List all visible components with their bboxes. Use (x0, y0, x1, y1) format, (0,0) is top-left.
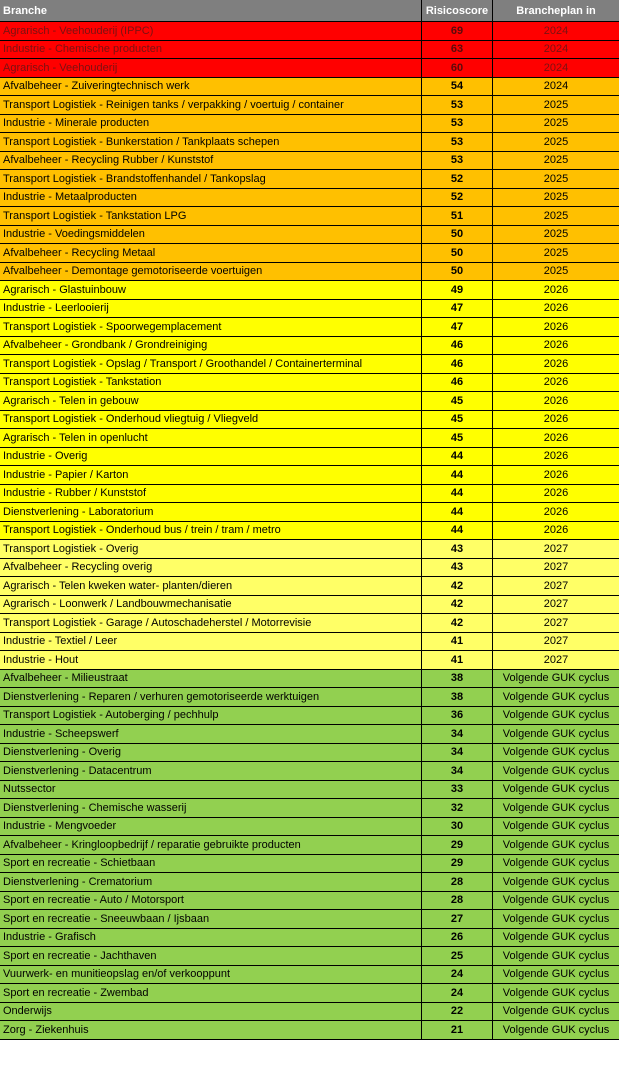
cell-branche[interactable]: Afvalbeheer - Recycling Metaal (0, 244, 422, 262)
cell-risicoscore[interactable]: 42 (422, 614, 493, 632)
cell-branche[interactable]: Dienstverlening - Overig (0, 744, 422, 762)
cell-risicoscore[interactable]: 41 (422, 651, 493, 669)
cell-brancheplan[interactable]: 2027 (543, 579, 569, 592)
cell-risicoscore[interactable]: 54 (422, 78, 493, 96)
table-row (0, 411, 619, 430)
cell-brancheplan[interactable]: 2025 (543, 135, 569, 148)
cell-branche[interactable]: Transport Logistiek - Reinigen tanks / verpakking / voertuig / container (0, 96, 422, 114)
cell-branche[interactable]: Industrie - Scheepswerf (0, 725, 422, 743)
cell-brancheplan[interactable]: 2026 (543, 357, 569, 370)
cell-branche[interactable]: Nutssector (0, 781, 422, 799)
table-row (0, 503, 619, 522)
cell-brancheplan[interactable]: 2027 (543, 561, 569, 574)
table-row (0, 466, 619, 485)
cell-risicoscore[interactable]: 25 (422, 947, 493, 965)
cell-risicoscore[interactable]: 34 (422, 744, 493, 762)
cell-risicoscore[interactable]: 46 (422, 355, 493, 373)
table-row (0, 855, 619, 874)
table-row (0, 818, 619, 837)
cell-branche[interactable]: Afvalbeheer - Recycling Rubber / Kunststof (0, 152, 422, 170)
cell-branche[interactable]: Dienstverlening - Chemische wasserij (0, 799, 422, 817)
header-risicoscore[interactable]: Risicoscore (422, 0, 493, 21)
cell-branche[interactable]: Industrie - Leerlooierij (0, 300, 422, 318)
cell-risicoscore[interactable]: 60 (422, 59, 493, 77)
cell-brancheplan[interactable]: Volgende GUK cyclus (502, 931, 610, 944)
table-row (0, 448, 619, 467)
cell-risicoscore[interactable]: 34 (422, 725, 493, 743)
table-row (0, 78, 619, 97)
cell-risicoscore[interactable]: 43 (422, 559, 493, 577)
cell-branche[interactable]: Afvalbeheer - Milieustraat (0, 670, 422, 688)
cell-brancheplan[interactable]: 2026 (543, 302, 569, 315)
table-row (0, 115, 619, 134)
cell-branche[interactable]: Agrarisch - Veehouderij (0, 59, 422, 77)
cell-risicoscore[interactable]: 38 (422, 670, 493, 688)
table-row (0, 170, 619, 189)
table-row (0, 762, 619, 781)
cell-branche[interactable]: Transport Logistiek - Onderhoud vliegtuig / Vliegveld (0, 411, 422, 429)
cell-brancheplan[interactable]: 2026 (543, 487, 569, 500)
cell-branche[interactable]: Afvalbeheer - Demontage gemotoriseerde voertuigen (0, 263, 422, 281)
cell-branche[interactable]: Onderwijs (0, 1003, 422, 1021)
table-row (0, 984, 619, 1003)
table-row (0, 522, 619, 541)
cell-risicoscore[interactable]: 41 (422, 633, 493, 651)
table-row (0, 540, 619, 559)
cell-brancheplan[interactable]: Volgende GUK cyclus (502, 912, 610, 925)
cell-branche[interactable]: Industrie - Hout (0, 651, 422, 669)
cell-risicoscore[interactable]: 34 (422, 762, 493, 780)
table-row (0, 244, 619, 263)
cell-risicoscore[interactable]: 46 (422, 374, 493, 392)
table-row (0, 263, 619, 282)
cell-brancheplan[interactable]: 2025 (543, 246, 569, 259)
cell-risicoscore[interactable]: 32 (422, 799, 493, 817)
cell-brancheplan[interactable]: 2026 (543, 450, 569, 463)
cell-brancheplan[interactable]: Volgende GUK cyclus (502, 968, 610, 981)
table-row (0, 189, 619, 208)
cell-brancheplan[interactable]: 2026 (543, 394, 569, 407)
cell-risicoscore[interactable]: 24 (422, 984, 493, 1002)
cell-risicoscore[interactable]: 29 (422, 855, 493, 873)
cell-brancheplan[interactable]: Volgende GUK cyclus (502, 949, 610, 962)
cell-risicoscore[interactable]: 46 (422, 337, 493, 355)
cell-branche[interactable]: Transport Logistiek - Onderhoud bus / trein / tram / metro (0, 522, 422, 540)
table-row (0, 651, 619, 670)
table-row (0, 392, 619, 411)
cell-risicoscore[interactable]: 44 (422, 503, 493, 521)
table-row (0, 429, 619, 448)
cell-risicoscore[interactable]: 47 (422, 300, 493, 318)
cell-branche[interactable]: Agrarisch - Telen kweken water- planten/dieren (0, 577, 422, 595)
table-row (0, 781, 619, 800)
table-row (0, 688, 619, 707)
cell-branche[interactable]: Industrie - Chemische producten (0, 41, 422, 59)
cell-branche[interactable]: Afvalbeheer - Kringloopbedrijf / reparatie gebruikte producten (0, 836, 422, 854)
cell-brancheplan[interactable]: 2024 (543, 80, 569, 93)
cell-branche[interactable]: Transport Logistiek - Garage / Autoschadeherstel / Motorrevisie (0, 614, 422, 632)
table-row (0, 947, 619, 966)
cell-brancheplan[interactable]: Volgende GUK cyclus (502, 875, 610, 888)
cell-risicoscore[interactable]: 27 (422, 910, 493, 928)
cell-branche[interactable]: Vuurwerk- en munitieopslag en/of verkooppunt (0, 966, 422, 984)
table-row (0, 59, 619, 78)
table-row (0, 725, 619, 744)
table-row (0, 836, 619, 855)
cell-brancheplan[interactable]: 2025 (543, 209, 569, 222)
cell-brancheplan[interactable]: 2025 (543, 98, 569, 111)
cell-branche[interactable]: Agrarisch - Veehouderij (IPPC) (0, 22, 422, 40)
cell-brancheplan[interactable]: 2026 (543, 320, 569, 333)
cell-brancheplan[interactable]: Volgende GUK cyclus (502, 764, 610, 777)
table-row (0, 707, 619, 726)
cell-branche[interactable]: Dienstverlening - Reparen / verhuren gemotoriseerde werktuigen (0, 688, 422, 706)
cell-brancheplan[interactable]: 2026 (543, 468, 569, 481)
cell-branche[interactable]: Industrie - Overig (0, 448, 422, 466)
cell-brancheplan[interactable]: 2026 (543, 505, 569, 518)
cell-risicoscore[interactable]: 29 (422, 836, 493, 854)
cell-brancheplan[interactable]: 2026 (543, 524, 569, 537)
table-row (0, 96, 619, 115)
cell-risicoscore[interactable]: 53 (422, 115, 493, 133)
cell-branche[interactable]: Agrarisch - Telen in openlucht (0, 429, 422, 447)
table-row (0, 1021, 619, 1040)
cell-brancheplan[interactable]: 2025 (543, 154, 569, 167)
cell-risicoscore[interactable]: 30 (422, 818, 493, 836)
cell-risicoscore[interactable]: 22 (422, 1003, 493, 1021)
cell-brancheplan[interactable]: 2026 (543, 376, 569, 389)
cell-brancheplan[interactable]: 2024 (543, 43, 569, 56)
cell-brancheplan[interactable]: Volgende GUK cyclus (502, 1005, 610, 1018)
table-row (0, 596, 619, 615)
cell-branche[interactable]: Dienstverlening - Laboratorium (0, 503, 422, 521)
cell-brancheplan[interactable]: 2025 (543, 172, 569, 185)
cell-risicoscore[interactable]: 52 (422, 170, 493, 188)
cell-risicoscore[interactable]: 28 (422, 873, 493, 891)
cell-branche[interactable]: Industrie - Voedingsmiddelen (0, 226, 422, 244)
cell-brancheplan[interactable]: Volgende GUK cyclus (502, 783, 610, 796)
table-row (0, 318, 619, 337)
cell-branche[interactable]: Industrie - Mengvoeder (0, 818, 422, 836)
cell-brancheplan[interactable]: 2025 (543, 228, 569, 241)
cell-branche[interactable]: Zorg - Ziekenhuis (0, 1021, 422, 1039)
cell-branche[interactable]: Transport Logistiek - Brandstoffenhandel / Tankopslag (0, 170, 422, 188)
cell-brancheplan[interactable]: Volgende GUK cyclus (502, 857, 610, 870)
cell-risicoscore[interactable]: 45 (422, 429, 493, 447)
table-row (0, 577, 619, 596)
table-body (0, 22, 619, 1040)
table-row (0, 374, 619, 393)
cell-risicoscore[interactable]: 42 (422, 596, 493, 614)
cell-brancheplan[interactable]: 2027 (543, 598, 569, 611)
cell-branche[interactable]: Industrie - Minerale producten (0, 115, 422, 133)
cell-brancheplan[interactable]: Volgende GUK cyclus (502, 709, 610, 722)
table-row (0, 41, 619, 60)
table-row (0, 670, 619, 689)
cell-brancheplan[interactable]: 2026 (543, 431, 569, 444)
cell-risicoscore[interactable]: 24 (422, 966, 493, 984)
cell-risicoscore[interactable]: 38 (422, 688, 493, 706)
cell-risicoscore[interactable]: 47 (422, 318, 493, 336)
cell-brancheplan[interactable]: Volgende GUK cyclus (502, 672, 610, 685)
table-row (0, 873, 619, 892)
cell-brancheplan[interactable]: 2026 (543, 283, 569, 296)
cell-risicoscore[interactable]: 50 (422, 226, 493, 244)
cell-risicoscore[interactable]: 69 (422, 22, 493, 40)
cell-brancheplan[interactable]: Volgende GUK cyclus (502, 820, 610, 833)
cell-branche[interactable]: Transport Logistiek - Autoberging / pechhulp (0, 707, 422, 725)
cell-brancheplan[interactable]: Volgende GUK cyclus (502, 894, 610, 907)
cell-brancheplan[interactable]: 2024 (543, 24, 569, 37)
cell-brancheplan[interactable]: 2027 (543, 542, 569, 555)
cell-brancheplan[interactable]: 2027 (543, 653, 569, 666)
cell-risicoscore[interactable]: 28 (422, 892, 493, 910)
cell-risicoscore[interactable]: 43 (422, 540, 493, 558)
table-row (0, 744, 619, 763)
cell-brancheplan[interactable]: Volgende GUK cyclus (502, 746, 610, 759)
table-row (0, 22, 619, 41)
cell-brancheplan[interactable]: 2025 (543, 265, 569, 278)
table-row (0, 799, 619, 818)
table-row (0, 133, 619, 152)
cell-branche[interactable]: Industrie - Textiel / Leer (0, 633, 422, 651)
table-row (0, 910, 619, 929)
cell-brancheplan[interactable]: Volgende GUK cyclus (502, 838, 610, 851)
header-branche[interactable]: Branche (0, 0, 422, 21)
cell-risicoscore[interactable]: 21 (422, 1021, 493, 1039)
cell-risicoscore[interactable]: 50 (422, 244, 493, 262)
table-row (0, 966, 619, 985)
cell-risicoscore[interactable]: 50 (422, 263, 493, 281)
cell-branche[interactable]: Dienstverlening - Datacentrum (0, 762, 422, 780)
cell-branche[interactable]: Industrie - Rubber / Kunststof (0, 485, 422, 503)
table-row (0, 300, 619, 319)
cell-branche[interactable]: Agrarisch - Glastuinbouw (0, 281, 422, 299)
table-row (0, 929, 619, 948)
cell-risicoscore[interactable]: 53 (422, 133, 493, 151)
table-row (0, 355, 619, 374)
cell-branche[interactable]: Transport Logistiek - Tankstation LPG (0, 207, 422, 225)
cell-brancheplan[interactable]: 2024 (543, 61, 569, 74)
table-row (0, 226, 619, 245)
table-row (0, 633, 619, 652)
cell-branche[interactable]: Transport Logistiek - Spoorwegemplacement (0, 318, 422, 336)
cell-risicoscore[interactable]: 44 (422, 466, 493, 484)
table-header-row (0, 0, 619, 22)
cell-brancheplan[interactable]: 2025 (543, 117, 569, 130)
table-row (0, 337, 619, 356)
cell-risicoscore[interactable]: 36 (422, 707, 493, 725)
cell-brancheplan[interactable]: Volgende GUK cyclus (502, 1023, 610, 1036)
cell-branche[interactable]: Afvalbeheer - Zuiveringtechnisch werk (0, 78, 422, 96)
cell-branche[interactable]: Industrie - Metaalproducten (0, 189, 422, 207)
cell-branche[interactable]: Agrarisch - Loonwerk / Landbouwmechanisatie (0, 596, 422, 614)
cell-brancheplan[interactable]: 2025 (543, 191, 569, 204)
cell-brancheplan[interactable]: 2027 (543, 635, 569, 648)
table-row (0, 559, 619, 578)
cell-risicoscore[interactable]: 49 (422, 281, 493, 299)
table-row (0, 207, 619, 226)
header-brancheplan[interactable]: Brancheplan in (516, 4, 596, 17)
cell-brancheplan[interactable]: 2026 (543, 413, 569, 426)
cell-risicoscore[interactable]: 33 (422, 781, 493, 799)
cell-branche[interactable]: Transport Logistiek - Bunkerstation / Tankplaats schepen (0, 133, 422, 151)
cell-risicoscore[interactable]: 45 (422, 392, 493, 410)
cell-risicoscore[interactable]: 53 (422, 96, 493, 114)
cell-risicoscore[interactable]: 44 (422, 485, 493, 503)
cell-branche[interactable]: Sport en recreatie - Schietbaan (0, 855, 422, 873)
table-row (0, 152, 619, 171)
cell-brancheplan[interactable]: Volgende GUK cyclus (502, 801, 610, 814)
cell-branche[interactable]: Sport en recreatie - Auto / Motorsport (0, 892, 422, 910)
cell-risicoscore[interactable]: 53 (422, 152, 493, 170)
cell-risicoscore[interactable]: 44 (422, 448, 493, 466)
table-row (0, 1003, 619, 1022)
cell-risicoscore[interactable]: 44 (422, 522, 493, 540)
cell-branche[interactable]: Industrie - Grafisch (0, 929, 422, 947)
cell-branche[interactable]: Sport en recreatie - Zwembad (0, 984, 422, 1002)
cell-brancheplan[interactable]: Volgende GUK cyclus (502, 727, 610, 740)
cell-brancheplan[interactable]: Volgende GUK cyclus (502, 690, 610, 703)
cell-branche[interactable]: Sport en recreatie - Sneeuwbaan / Ijsbaan (0, 910, 422, 928)
cell-branche[interactable]: Industrie - Papier / Karton (0, 466, 422, 484)
cell-branche[interactable]: Afvalbeheer - Grondbank / Grondreiniging (0, 337, 422, 355)
cell-risicoscore[interactable]: 52 (422, 189, 493, 207)
cell-brancheplan[interactable]: 2027 (543, 616, 569, 629)
table-row (0, 281, 619, 300)
table-row (0, 892, 619, 911)
cell-branche[interactable]: Transport Logistiek - Opslag / Transport / Groothandel / Containerterminal (0, 355, 422, 373)
cell-branche[interactable]: Transport Logistiek - Tankstation (0, 374, 422, 392)
cell-risicoscore[interactable]: 26 (422, 929, 493, 947)
cell-branche[interactable]: Afvalbeheer - Recycling overig (0, 559, 422, 577)
cell-branche[interactable]: Sport en recreatie - Jachthaven (0, 947, 422, 965)
cell-brancheplan[interactable]: 2026 (543, 339, 569, 352)
table-row (0, 614, 619, 633)
cell-risicoscore[interactable]: 51 (422, 207, 493, 225)
cell-risicoscore[interactable]: 45 (422, 411, 493, 429)
cell-risicoscore[interactable]: 42 (422, 577, 493, 595)
cell-branche[interactable]: Dienstverlening - Crematorium (0, 873, 422, 891)
cell-brancheplan[interactable]: Volgende GUK cyclus (502, 986, 610, 999)
table-row (0, 485, 619, 504)
cell-branche[interactable]: Agrarisch - Telen in gebouw (0, 392, 422, 410)
cell-risicoscore[interactable]: 63 (422, 41, 493, 59)
cell-branche[interactable]: Transport Logistiek - Overig (0, 540, 422, 558)
